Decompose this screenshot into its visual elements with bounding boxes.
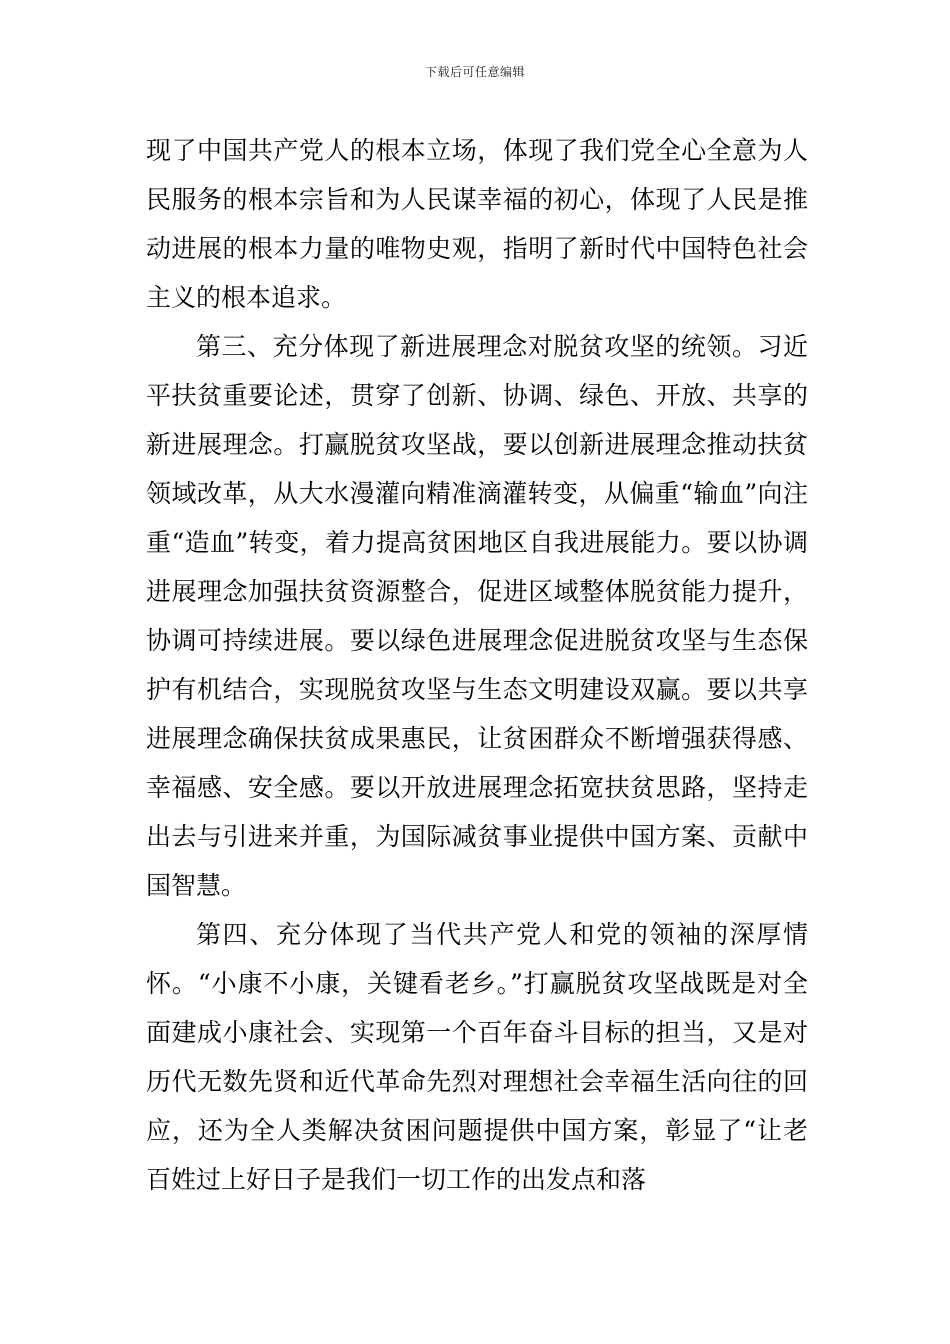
paragraph-third-point: 第三、充分体现了新进展理念对脱贫攻坚的统领。习近平扶贫重要论述，贯穿了创新、协调、绿色、开放、共享的新进展理念。打赢脱贫攻坚战，要以创新进展理念推动扶贫领域改革，从大水漫灌向精准滴灌转变，从偏重“输血”向注重“造血”转变，着力提高贫困地区自我进展能力。要以协调进展理念加强扶贫资源整合，促进区域整体脱贫能力提升，协调可持续进展。要以绿色进展理念促进脱贫攻坚与生态保护有机结合，实现脱贫攻坚与生态文明建设双赢。要以共享进展理念确保扶贫成果惠民，让贫困群众不断增强获得感、幸福感、安全感。要以开放进展理念拓宽扶贫思路，坚持走出去与引进来并重，为国际减贫事业提供中国方案、贡献中国智慧。 xyxy=(146,332,808,900)
paragraph-fourth-point: 第四、充分体现了当代共产党人和党的领袖的深厚情怀。“小康不小康，关键看老乡。”打赢脱贫攻坚战既是对全面建成小康社会、实现第一个百年奋斗目标的担当，又是对历代无数先贤和近代革命先烈对理想社会幸福生活向往的回应，还为全人类解决贫困问题提供中国方案，彰显了“让老百姓过上好日子是我们一切工作的出发点和落 xyxy=(146,920,808,1194)
page-header-note: 下载后可任意编辑 xyxy=(424,65,525,79)
paragraph-continuation: 现了中国共产党人的根本立场，体现了我们党全心全意为人民服务的根本宗旨和为人民谋幸福的初心，体现了人民是推动进展的根本力量的唯物史观，指明了新时代中国特色社会主义的根本追求。 xyxy=(146,136,808,312)
document-body xyxy=(146,126,808,1204)
